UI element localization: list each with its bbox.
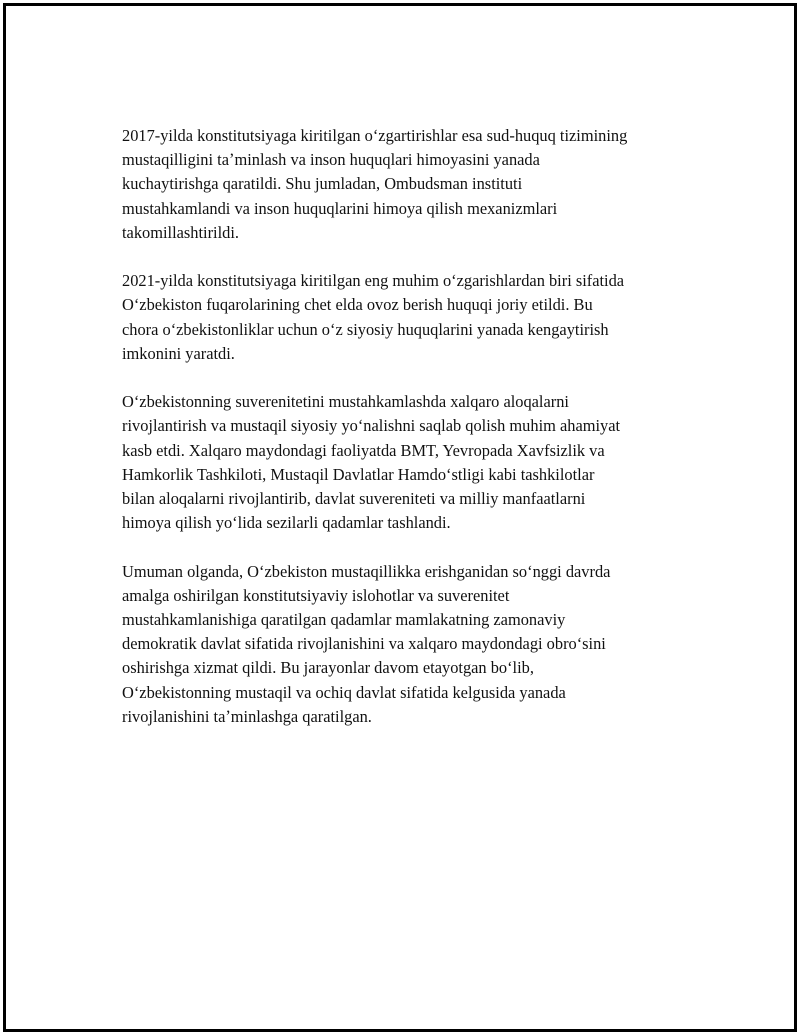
- text-line: 2017-yilda konstitutsiyaga kiritilgan oʻzgartirishlar esa sud-huquq tizimining: [122, 126, 628, 145]
- text-line: demokratik davlat sifatida rivojlanishini va xalqaro maydondagi obroʻsini: [122, 634, 606, 654]
- text-line: Umuman olganda, Oʻzbekiston mustaqillikka erishganidan soʻnggi davrda: [122, 561, 611, 581]
- text-line: himoya qilish yoʻlida sezilarli qadamlar tashlandi.: [122, 513, 451, 533]
- paragraph-3: [122, 390, 702, 535]
- paragraph-4: [122, 560, 702, 729]
- text-line: kasb etdi. Xalqaro maydondagi faoliyatda BMT, Yevropada Xavfsizlik va: [122, 440, 605, 460]
- text-line: Oʻzbekistonning mustaqil va ochiq davlat sifatida kelgusida yanada: [122, 682, 566, 702]
- document-body: [122, 124, 702, 753]
- text-line: mustahkamlanishiga qaratilgan qadamlar mamlakatning zamonaviy: [122, 610, 566, 630]
- paragraph-2: [122, 269, 702, 366]
- text-line: amalga oshirilgan konstitutsiyaviy islohotlar va suverenitet: [122, 585, 510, 605]
- text-line: kuchaytirishga qaratildi. Shu jumladan, Ombudsman instituti: [122, 174, 523, 194]
- text-line: Hamkorlik Tashkiloti, Mustaqil Davlatlar Hamdoʻstligi kabi tashkilotlar: [122, 464, 595, 484]
- text-line: chora oʻzbekistonliklar uchun oʻz siyosiy huquqlarini yanada kengaytirish: [122, 319, 609, 339]
- text-line: mustaqilligini taʼminlash va inson huquqlari himoyasini yanada: [122, 150, 540, 170]
- text-line: Oʻzbekiston fuqarolarining chet elda ovoz berish huquqi joriy etildi. Bu: [122, 295, 593, 315]
- text-line: rivojlantirish va mustaqil siyosiy yoʻnalishni saqlab qolish muhim ahamiyat: [122, 416, 621, 436]
- text-line: takomillashtirildi.: [122, 222, 239, 242]
- text-line: 2021-yilda konstitutsiyaga kiritilgan eng muhim oʻzgarishlardan biri sifatida: [122, 271, 625, 291]
- text-line: imkonini yaratdi.: [122, 343, 235, 363]
- text-line: bilan aloqalarni rivojlantirib, davlat suvereniteti va milliy manfaatlarni: [122, 489, 586, 509]
- paragraph-1: [122, 124, 702, 245]
- text-line: mustahkamlandi va inson huquqlarini himoya qilish mexanizmlari: [122, 198, 558, 218]
- page-frame: [3, 3, 797, 1032]
- text-line: rivojlanishini taʼminlashga qaratilgan.: [122, 706, 372, 726]
- text-line: oshirishga xizmat qildi. Bu jarayonlar davom etayotgan boʻlib,: [122, 658, 534, 678]
- text-line: Oʻzbekistonning suverenitetini mustahkamlashda xalqaro aloqalarni: [122, 392, 569, 412]
